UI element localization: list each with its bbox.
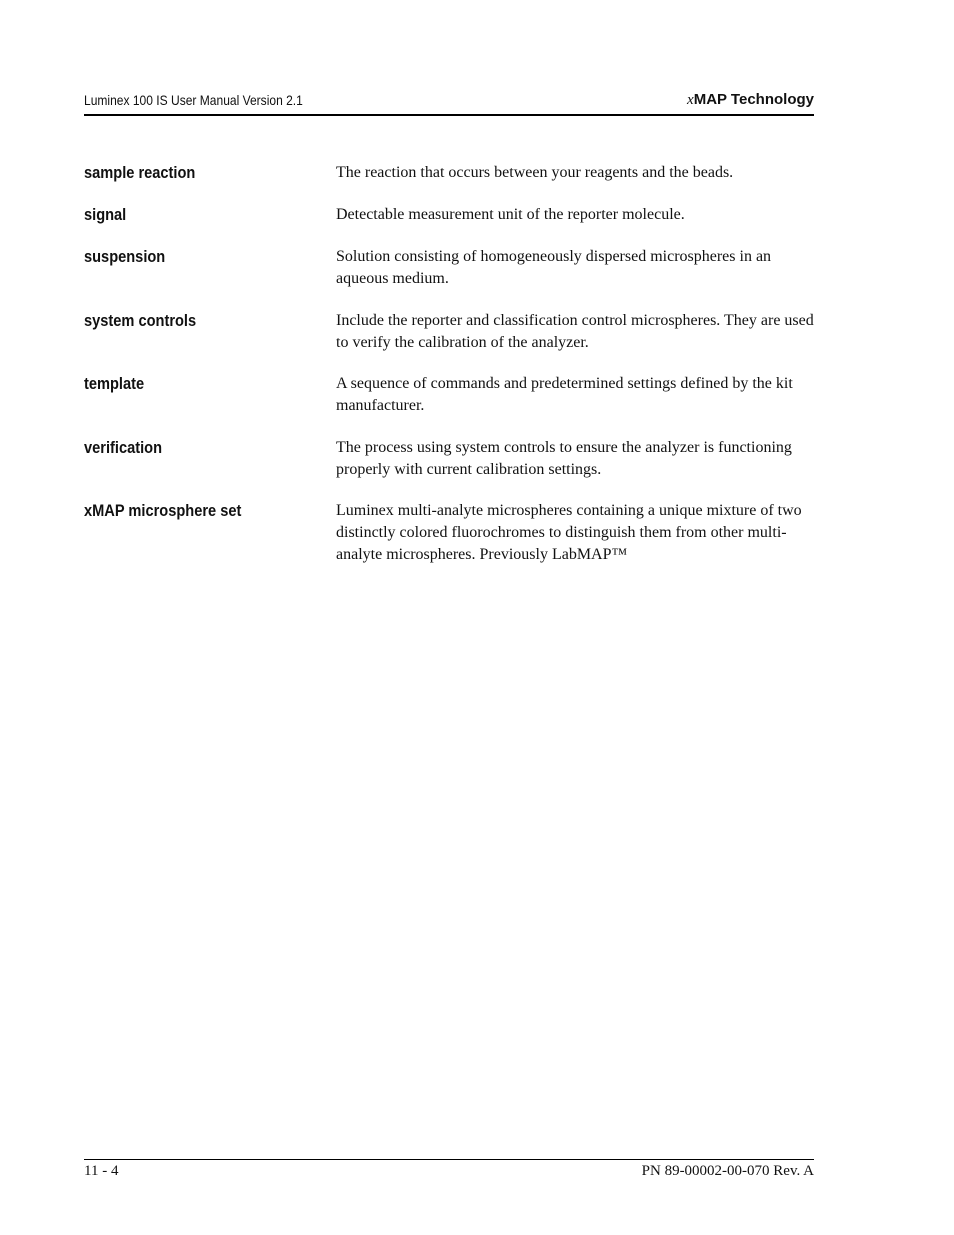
- section-title-main: MAP Technology: [693, 91, 814, 108]
- glossary-entry: [84, 373, 814, 417]
- glossary-term: suspension: [84, 247, 166, 266]
- glossary-term: system controls: [84, 311, 197, 330]
- glossary-term: template: [84, 374, 145, 393]
- glossary-definition: Detectable measurement unit of the reporter molecule.: [336, 206, 685, 223]
- part-number: PN 89-00002-00-070 Rev. A: [641, 1163, 814, 1179]
- glossary-term: sample reaction: [84, 163, 196, 182]
- glossary-definition: The process using system controls to ensure the analyzer is functioning properly with current calibration settings.: [336, 439, 792, 478]
- glossary-definition: Include the reporter and classification control microspheres. They are used to verify the calibration of the analyzer.: [336, 312, 814, 351]
- page-number: 11 - 4: [84, 1163, 119, 1179]
- glossary-definition: Solution consisting of homogeneously dispersed microspheres in an aqueous medium.: [336, 248, 772, 287]
- glossary-entry: [84, 204, 814, 226]
- glossary-term: verification: [84, 438, 163, 457]
- glossary-entry: [84, 246, 814, 290]
- glossary-definition: The reaction that occurs between your reagents and the beads.: [336, 164, 734, 181]
- glossary-entry: [84, 500, 814, 566]
- section-title-prefix: x: [687, 92, 694, 108]
- glossary-term: xMAP microsphere set: [84, 501, 242, 520]
- glossary-entry: [84, 162, 814, 184]
- glossary-definition: Luminex multi-analyte microspheres containing a unique mixture of two distinctly colored fluorochromes to distinguish them from other multi-analyte microspheres. Previously LabMAP™: [336, 502, 802, 563]
- glossary-entry: [84, 310, 814, 354]
- section-title: [687, 91, 814, 109]
- manual-title: Luminex 100 IS User Manual Version 2.1: [84, 92, 303, 108]
- glossary-term: signal: [84, 205, 127, 224]
- page-header: [84, 90, 814, 116]
- glossary-definition: A sequence of commands and predetermined settings defined by the kit manufacturer.: [336, 375, 793, 414]
- page-footer: [84, 1159, 814, 1186]
- glossary-list: [84, 162, 814, 566]
- glossary-entry: [84, 437, 814, 481]
